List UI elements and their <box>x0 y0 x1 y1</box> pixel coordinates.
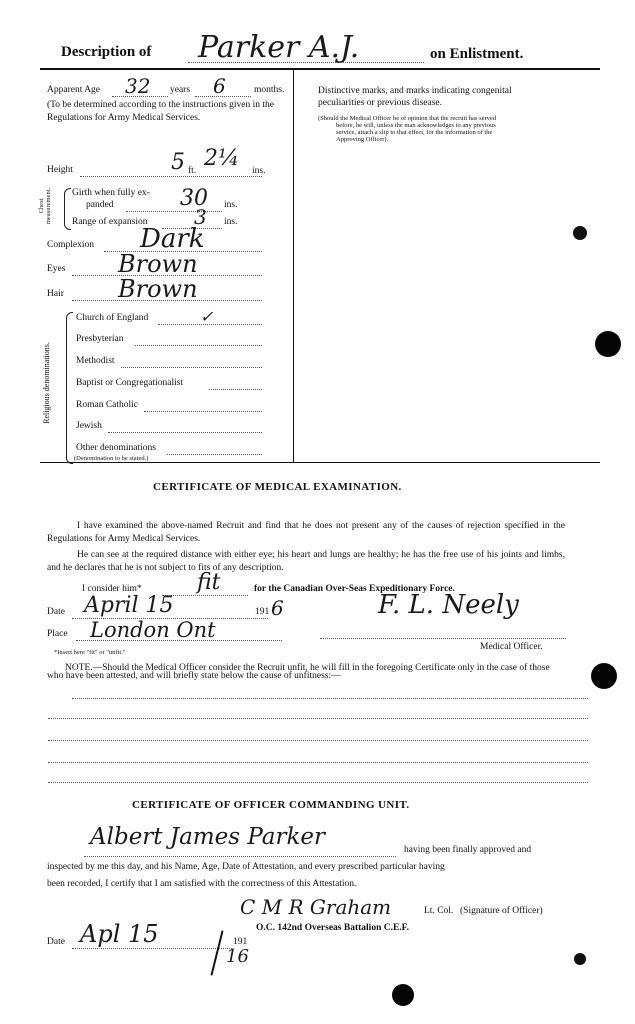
consider-line <box>162 595 248 596</box>
religion-line <box>167 454 262 455</box>
officer-heading: CERTIFICATE OF OFFICER COMMANDING UNIT. <box>132 799 410 811</box>
officer-line-1-suffix: having been finally approved and <box>404 845 532 855</box>
officer-rank: Lt. Col. <box>424 906 454 916</box>
eyes-label: Eyes <box>47 264 66 274</box>
medical-section-divider <box>40 462 600 463</box>
medical-heading: CERTIFICATE OF MEDICAL EXAMINATION. <box>153 481 402 493</box>
title-name-line <box>188 62 424 63</box>
religion-label: Church of England <box>76 313 149 323</box>
medical-signature-line <box>320 638 566 639</box>
consider-value: fit <box>197 570 221 595</box>
officer-signature: C M R Graham <box>240 895 392 919</box>
range-label: Range of expansion <box>72 217 148 227</box>
religion-label: Roman Catholic <box>76 400 139 410</box>
medical-paragraph-2: He can see at the required distance with either eye; his heart and lungs are healthy; he has the free use of his joints and limbs, and he declares that he is not subject to fits of any description. <box>47 550 565 573</box>
distinctive-note-2: before, he will, unless the man acknowledges to any previous <box>336 122 496 129</box>
girth-unit: ins. <box>224 200 238 210</box>
ft-label: ft. <box>188 166 197 176</box>
title-name-handwritten: Parker A.J. <box>198 30 360 65</box>
eyes-value: Brown <box>118 250 198 278</box>
medical-officer-signature: F. L. Neely <box>378 590 519 620</box>
religion-label: Baptist or Congregationalist <box>76 378 184 388</box>
binder-hole-middle <box>591 663 617 689</box>
officer-date-slash <box>210 930 223 975</box>
age-months-value: 6 <box>213 74 226 98</box>
religion-label: Presbyterian <box>76 334 124 344</box>
denomination-note: (Denomination to be stated.) <box>74 455 149 462</box>
religion-brace <box>66 312 73 464</box>
religion-label: Jewish <box>76 421 102 431</box>
medical-year-suffix: 6 <box>271 596 284 620</box>
girth-line <box>126 211 222 212</box>
unfitness-line-4 <box>48 762 588 763</box>
age-years-value: 32 <box>125 74 151 98</box>
officer-signature-label: (Signature of Officer) <box>460 906 543 916</box>
place-value: London Ont <box>90 618 216 642</box>
title-prefix: Description of <box>61 44 152 60</box>
medical-paragraph-1: I have examined the above-named Recruit and find that he does not present any of the causes of rejection specified in the Regulations for Army Medical Services. <box>47 521 565 544</box>
title-underline <box>40 68 600 70</box>
column-divider <box>293 70 294 462</box>
religion-side-label: Religious denominations. <box>42 342 51 424</box>
medical-date-value: April 15 <box>84 593 174 618</box>
medical-officer-label: Medical Officer. <box>480 642 543 652</box>
height-ft-value: 5 <box>171 150 185 175</box>
ink-blot-2 <box>574 953 586 965</box>
ink-blot-1 <box>573 226 587 240</box>
binder-hole-top <box>595 331 621 357</box>
officer-date-value: Apl 15 <box>80 920 159 948</box>
months-label: months. <box>254 85 285 95</box>
girth-value: 30 <box>180 186 208 211</box>
officer-recruit-name: Albert James Parker <box>90 824 326 850</box>
religion-line <box>144 411 262 412</box>
girth-label-1: Girth when fully ex- <box>72 188 150 198</box>
distinctive-note-4: Approving Officer). <box>336 136 389 143</box>
officer-year-prefix: 191 <box>233 937 248 947</box>
distinctive-note-3: service, attach a slip to that effect, for the information of the <box>336 129 493 136</box>
officer-date-label: Date <box>47 937 65 947</box>
consider-label: I consider him* <box>82 584 142 594</box>
complexion-label: Complexion <box>47 240 94 250</box>
unfitness-line-1 <box>72 698 588 699</box>
religion-label: Methodist <box>76 356 115 366</box>
religion-line <box>121 367 262 368</box>
place-label: Place <box>47 629 68 639</box>
binder-hole-bottom <box>392 984 414 1006</box>
range-unit: ins. <box>224 217 238 227</box>
officer-date-line <box>72 948 232 949</box>
officer-line-2: inspected by me this day, and his Name, Age, Date of Attestation, and every prescribed particular having <box>47 862 445 872</box>
title-suffix: on Enlistment. <box>430 46 524 62</box>
age-note: (To be determined according to the instructions given in the Regulations for Army Medical Services. <box>47 100 275 123</box>
chest-brace <box>64 188 71 230</box>
distinctive-heading-2: peculiarities or previous disease. <box>318 98 442 108</box>
height-ins-value: 2¼ <box>204 146 240 171</box>
years-label: years <box>170 85 191 95</box>
unfitness-line-5 <box>48 782 588 783</box>
insert-note: *Insert here "fit" or "unfit." <box>54 649 126 656</box>
distinctive-heading-1: Distinctive marks, and marks indicating congenital <box>318 86 512 96</box>
religion-line <box>135 345 262 346</box>
height-label: Height <box>47 165 73 175</box>
officer-line-3: been recorded, I certify that I am satisfied with the correctness of this Attestation. <box>47 879 357 889</box>
distinctive-note-1: (Should the Medical Officer be of opinion that the recruit has served <box>318 115 497 122</box>
range-value: 3 <box>194 205 207 229</box>
complexion-value: Dark <box>140 224 205 254</box>
religion-label: Other denominations <box>76 443 156 453</box>
religion-check-mark: ✓ <box>200 307 214 326</box>
religion-line <box>209 389 262 390</box>
chest-side-label: Chest measurement. <box>38 187 52 225</box>
medical-date-label: Date <box>47 607 65 617</box>
unfitness-line-2 <box>48 718 588 719</box>
height-line <box>80 176 262 177</box>
officer-name-line <box>84 856 396 857</box>
medical-year-prefix: 191 <box>255 607 270 617</box>
age-label: Apparent Age <box>47 85 101 95</box>
hair-value: Brown <box>118 275 198 303</box>
force-label: for the Canadian Over-Seas Expeditionary Force. <box>254 584 455 594</box>
hair-label: Hair <box>47 289 64 299</box>
medical-note: NOTE.—Should the Medical Officer consider the Recruit unfit, he will fill in the foregoing Certificate only in the case of those who have been attested, and will briefly state below the cause of unfitness:— <box>47 663 550 681</box>
religion-line <box>108 432 262 433</box>
unfitness-line-3 <box>48 740 588 741</box>
officer-unit: O.C. 142nd Overseas Battalion C.E.F. <box>256 923 409 933</box>
height-ins-label: ins. <box>252 166 266 176</box>
girth-label-2: panded <box>86 200 114 210</box>
officer-year-suffix: 16 <box>226 946 249 967</box>
